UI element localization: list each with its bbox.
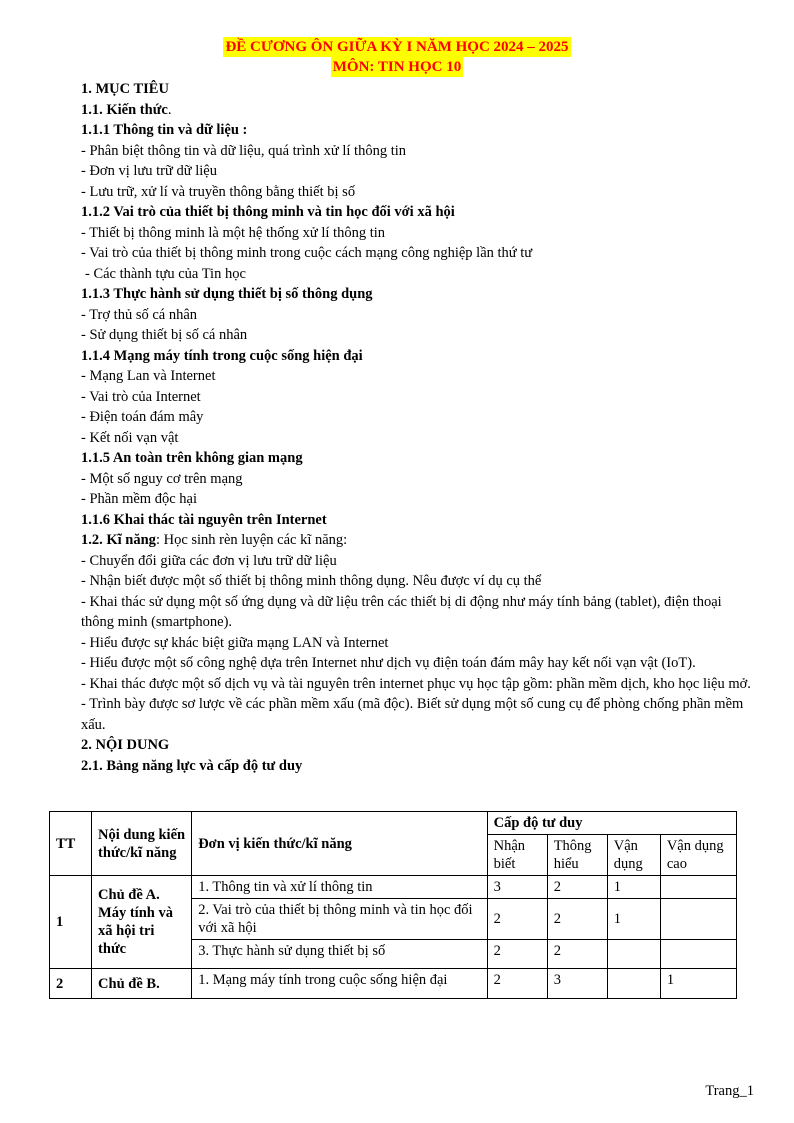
- cell-apply-high: [660, 876, 736, 899]
- topic-heading: 1.1.3 Thực hành sử dụng thiết bị số thông dụng: [81, 286, 373, 302]
- page-number: Trang_1: [705, 1083, 754, 1099]
- section-heading-objectives: 1. MỤC TIÊU: [81, 81, 169, 97]
- header-apply-high: Vận dụng cao: [660, 835, 736, 876]
- cell-recognize: 2: [487, 899, 547, 940]
- cell-apply: [607, 940, 660, 969]
- topic-item: - Vai trò của thiết bị thông minh trong cuộc cách mạng công nghiệp lần thứ tư: [81, 245, 533, 261]
- cell-unit: 1. Mạng máy tính trong cuộc sống hiện đại: [192, 969, 487, 999]
- skill-item: - Trình bày được sơ lược về các phần mềm xấu (mã độc). Biết sử dụng một số cung cụ để phòng chống phần mềm xấu.: [81, 696, 744, 733]
- skill-item: - Khai thác được một số dịch vụ và tài nguyên trên internet phục vụ học tập gồm: phần mềm dịch, kho học liệu mở.: [81, 675, 751, 692]
- knowledge-heading-line: [81, 100, 757, 121]
- cell-apply: [607, 969, 660, 999]
- cell-recognize: 2: [487, 940, 547, 969]
- topic-item: - Một số nguy cơ trên mạng: [81, 470, 243, 487]
- cell-apply-high: [660, 899, 736, 940]
- header-unit: Đơn vị kiến thức/kĩ năng: [192, 812, 487, 876]
- cell-understand: 3: [547, 969, 607, 999]
- topic-item: - Lưu trữ, xử lí và truyền thông bằng thiết bị số: [81, 183, 356, 200]
- skills-intro: : Học sinh rèn luyện các kĩ năng:: [155, 532, 348, 548]
- skills-heading: 1.2. Kĩ năng: [81, 532, 156, 548]
- cell-apply-high: 1: [660, 969, 736, 999]
- cell-recognize: 2: [487, 969, 547, 999]
- header-understand: Thông hiểu: [547, 835, 607, 876]
- cell-understand: 2: [547, 940, 607, 969]
- cell-apply: 1: [607, 876, 660, 899]
- knowledge-heading: 1.1. Kiến thức: [81, 101, 168, 118]
- topic-item: - Vai trò của Internet: [81, 388, 201, 405]
- header-tt: TT: [50, 812, 92, 876]
- skill-item: - Khai thác sử dụng một số ứng dụng và dữ liệu trên các thiết bị di động như máy tính bảng (tablet), điện thoại thông minh (smartphone).: [81, 593, 722, 630]
- topic-item: - Phân biệt thông tin và dữ liệu, quá trình xử lí thông tin: [81, 142, 407, 159]
- topic-heading: 1.1.6 Khai thác tài nguyên trên Internet: [81, 511, 327, 528]
- topic-item: - Trợ thủ số cá nhân: [81, 306, 198, 323]
- cell-topic: Chủ đề A. Máy tính và xã hội tri thức: [92, 876, 192, 969]
- table-row: [50, 969, 737, 999]
- skill-item: - Hiểu được một số công nghệ dựa trên Internet như dịch vụ điện toán đám mây hay kết nối vạn vật (IoT).: [81, 655, 696, 671]
- header-levels: Cấp độ tư duy: [487, 812, 736, 835]
- topic-heading: 1.1.5 An toàn trên không gian mạng: [81, 450, 303, 466]
- title-line-1: ĐỀ CƯƠNG ÔN GIỮA KỲ I NĂM HỌC 2024 – 2025: [225, 39, 569, 55]
- cell-recognize: 3: [487, 876, 547, 899]
- topic-item: - Đơn vị lưu trữ dữ liệu: [81, 163, 217, 179]
- cell-unit: 1. Thông tin và xử lí thông tin: [192, 876, 487, 899]
- section-heading-content: 2. NỘI DUNG: [81, 737, 170, 753]
- header-recognize: Nhận biết: [487, 835, 547, 876]
- skill-item: - Chuyển đổi giữa các đơn vị lưu trữ dữ liệu: [81, 552, 337, 569]
- cell-tt: 2: [50, 969, 92, 999]
- header-content: Nội dung kiến thức/kĩ năng: [92, 812, 192, 876]
- topic-item: - Phần mềm độc hại: [81, 491, 197, 507]
- topic-heading: 1.1.4 Mạng máy tính trong cuộc sống hiện đại: [81, 347, 363, 364]
- table-heading: 2.1. Bảng năng lực và cấp độ tư duy: [81, 757, 303, 774]
- cell-unit: 3. Thực hành sử dụng thiết bị số: [192, 940, 487, 969]
- cell-apply: 1: [607, 899, 660, 940]
- topic-item: - Các thành tựu của Tin học: [85, 265, 246, 282]
- skill-item: - Hiểu được sự khác biệt giữa mạng LAN và Internet: [81, 634, 389, 651]
- document-body: [81, 79, 757, 776]
- topic-item: - Kết nối vạn vật: [81, 429, 179, 446]
- topic-heading: 1.1.2 Vai trò của thiết bị thông minh và tin học đối với xã hội: [81, 204, 455, 220]
- table-header-row: [50, 812, 737, 835]
- skill-item: - Nhận biết được một số thiết bị thông minh thông dụng. Nêu được ví dụ cụ thể: [81, 573, 542, 589]
- topic-heading: 1.1.1 Thông tin và dữ liệu :: [81, 122, 248, 138]
- cell-tt: 1: [50, 876, 92, 969]
- document-title: [0, 37, 794, 77]
- cell-apply-high: [660, 940, 736, 969]
- table-row: [50, 876, 737, 899]
- cell-unit: 2. Vai trò của thiết bị thông minh và tin học đối với xã hội: [192, 899, 487, 940]
- cell-understand: 2: [547, 899, 607, 940]
- topic-item: - Thiết bị thông minh là một hệ thống xử lí thông tin: [81, 224, 386, 241]
- competency-table: [49, 811, 737, 999]
- header-apply: Vận dụng: [607, 835, 660, 876]
- topic-item: - Mạng Lan và Internet: [81, 368, 216, 384]
- cell-topic: Chủ đề B.: [92, 969, 192, 999]
- knowledge-heading-dot: .: [167, 101, 172, 118]
- cell-understand: 2: [547, 876, 607, 899]
- title-line-2: MÔN: TIN HỌC 10: [332, 59, 462, 75]
- topic-item: - Điện toán đám mây: [81, 409, 204, 425]
- skills-heading-line: [81, 530, 757, 551]
- topic-item: - Sử dụng thiết bị số cá nhân: [81, 327, 248, 343]
